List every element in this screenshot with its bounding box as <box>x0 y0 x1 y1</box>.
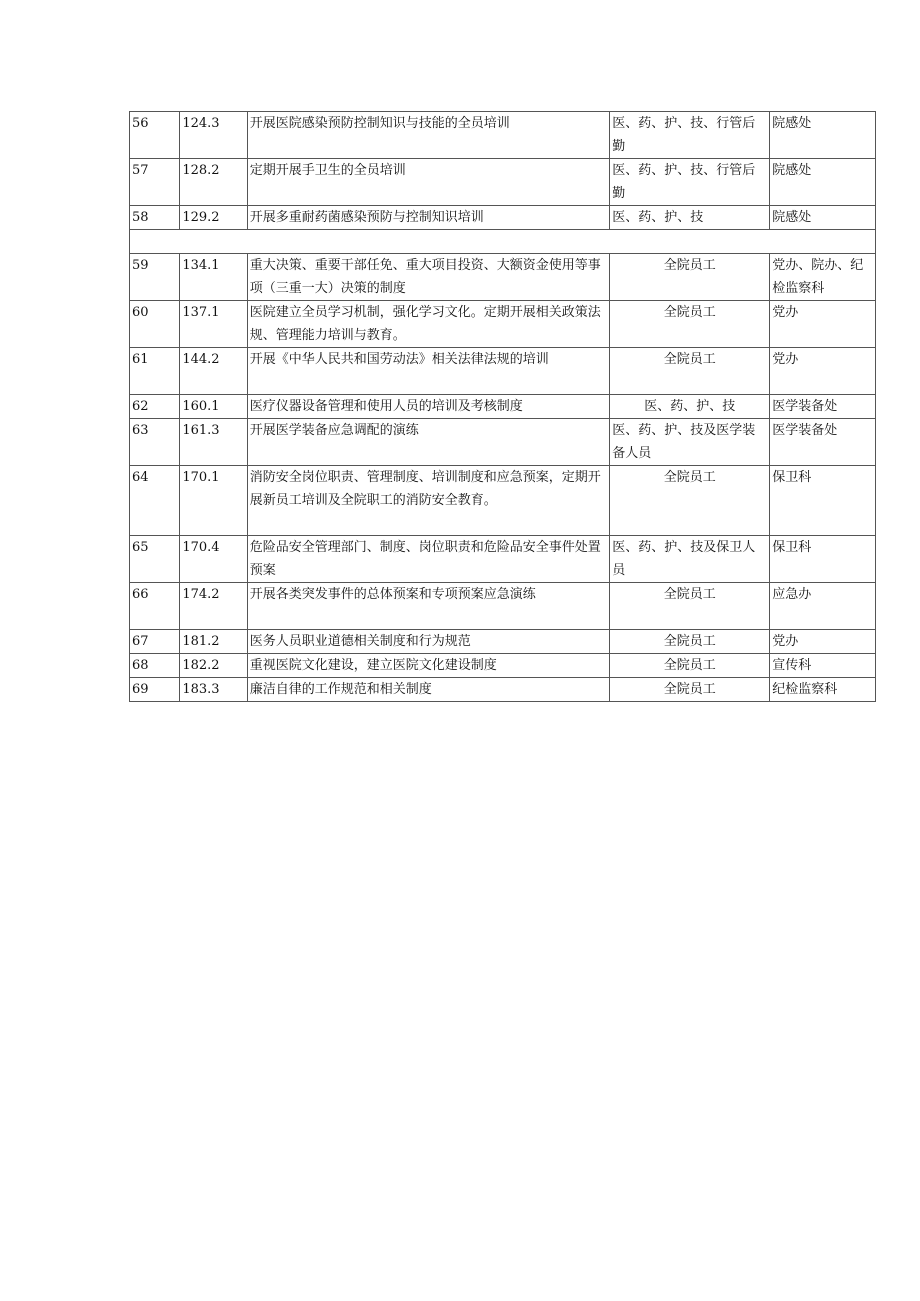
responsible-department: 保卫科 <box>770 536 876 583</box>
responsible-department: 医学装备处 <box>770 419 876 466</box>
item-code: 170.1 <box>180 466 247 536</box>
row-number: 66 <box>130 583 180 630</box>
responsible-department: 党办、院办、纪检监察科 <box>770 254 876 301</box>
training-content: 开展医院感染预防控制知识与技能的全员培训 <box>247 112 609 159</box>
row-number: 59 <box>130 254 180 301</box>
row-number: 67 <box>130 630 180 654</box>
table-row <box>130 348 876 395</box>
item-code: 182.2 <box>180 654 247 678</box>
responsible-department: 应急办 <box>770 583 876 630</box>
target-audience: 全院员工 <box>610 678 770 702</box>
training-content: 消防安全岗位职责、管理制度、培训制度和应急预案，定期开展新员工培训及全院职工的消防安全教育。 <box>247 466 609 536</box>
target-audience: 全院员工 <box>610 348 770 395</box>
responsible-department: 院感处 <box>770 112 876 159</box>
target-audience: 医、药、护、技 <box>610 395 770 419</box>
table-row <box>130 395 876 419</box>
responsible-department: 纪检监察科 <box>770 678 876 702</box>
item-code: 160.1 <box>180 395 247 419</box>
responsible-department: 党办 <box>770 348 876 395</box>
row-number: 68 <box>130 654 180 678</box>
training-content: 定期开展手卫生的全员培训 <box>247 159 609 206</box>
target-audience: 全院员工 <box>610 466 770 536</box>
training-content: 重大决策、重要干部任免、重大项目投资、大额资金使用等事项（三重一大）决策的制度 <box>247 254 609 301</box>
target-audience: 医、药、护、技、行管后勤 <box>610 159 770 206</box>
training-content: 危险品安全管理部门、制度、岗位职责和危险品安全事件处置预案 <box>247 536 609 583</box>
item-code: 174.2 <box>180 583 247 630</box>
table-spacer-row <box>130 230 876 254</box>
training-content: 医院建立全员学习机制，强化学习文化。定期开展相关政策法规、管理能力培训与教育。 <box>247 301 609 348</box>
item-code: 183.3 <box>180 678 247 702</box>
responsible-department: 宣传科 <box>770 654 876 678</box>
table-row <box>130 466 876 536</box>
responsible-department: 党办 <box>770 630 876 654</box>
training-content: 重视医院文化建设，建立医院文化建设制度 <box>247 654 609 678</box>
item-code: 144.2 <box>180 348 247 395</box>
row-number: 60 <box>130 301 180 348</box>
target-audience: 医、药、护、技 <box>610 206 770 230</box>
row-number: 62 <box>130 395 180 419</box>
row-number: 69 <box>130 678 180 702</box>
training-content: 医疗仪器设备管理和使用人员的培训及考核制度 <box>247 395 609 419</box>
target-audience: 全院员工 <box>610 301 770 348</box>
row-number: 65 <box>130 536 180 583</box>
target-audience: 全院员工 <box>610 583 770 630</box>
table-row <box>130 654 876 678</box>
target-audience: 全院员工 <box>610 654 770 678</box>
training-content: 医务人员职业道德相关制度和行为规范 <box>247 630 609 654</box>
training-table-body <box>130 112 876 702</box>
row-number: 58 <box>130 206 180 230</box>
table-row <box>130 254 876 301</box>
training-content: 开展医学装备应急调配的演练 <box>247 419 609 466</box>
table-row <box>130 583 876 630</box>
item-code: 129.2 <box>180 206 247 230</box>
table-row <box>130 678 876 702</box>
responsible-department: 医学装备处 <box>770 395 876 419</box>
item-code: 124.3 <box>180 112 247 159</box>
item-code: 170.4 <box>180 536 247 583</box>
table-row <box>130 630 876 654</box>
training-content: 开展各类突发事件的总体预案和专项预案应急演练 <box>247 583 609 630</box>
target-audience: 全院员工 <box>610 254 770 301</box>
responsible-department: 院感处 <box>770 206 876 230</box>
table-row <box>130 301 876 348</box>
training-content: 开展《中华人民共和国劳动法》相关法律法规的培训 <box>247 348 609 395</box>
item-code: 161.3 <box>180 419 247 466</box>
target-audience: 医、药、护、技及医学装备人员 <box>610 419 770 466</box>
target-audience: 医、药、护、技、行管后勤 <box>610 112 770 159</box>
table-row <box>130 206 876 230</box>
table-row <box>130 536 876 583</box>
training-table <box>129 111 876 702</box>
table-row <box>130 112 876 159</box>
row-number: 56 <box>130 112 180 159</box>
table-row <box>130 159 876 206</box>
target-audience: 医、药、护、技及保卫人员 <box>610 536 770 583</box>
responsible-department: 保卫科 <box>770 466 876 536</box>
item-code: 137.1 <box>180 301 247 348</box>
table-row <box>130 419 876 466</box>
training-content: 开展多重耐药菌感染预防与控制知识培训 <box>247 206 609 230</box>
item-code: 128.2 <box>180 159 247 206</box>
row-number: 63 <box>130 419 180 466</box>
training-content: 廉洁自律的工作规范和相关制度 <box>247 678 609 702</box>
item-code: 181.2 <box>180 630 247 654</box>
row-number: 61 <box>130 348 180 395</box>
spacer-cell <box>130 230 876 254</box>
row-number: 64 <box>130 466 180 536</box>
target-audience: 全院员工 <box>610 630 770 654</box>
responsible-department: 院感处 <box>770 159 876 206</box>
responsible-department: 党办 <box>770 301 876 348</box>
row-number: 57 <box>130 159 180 206</box>
item-code: 134.1 <box>180 254 247 301</box>
